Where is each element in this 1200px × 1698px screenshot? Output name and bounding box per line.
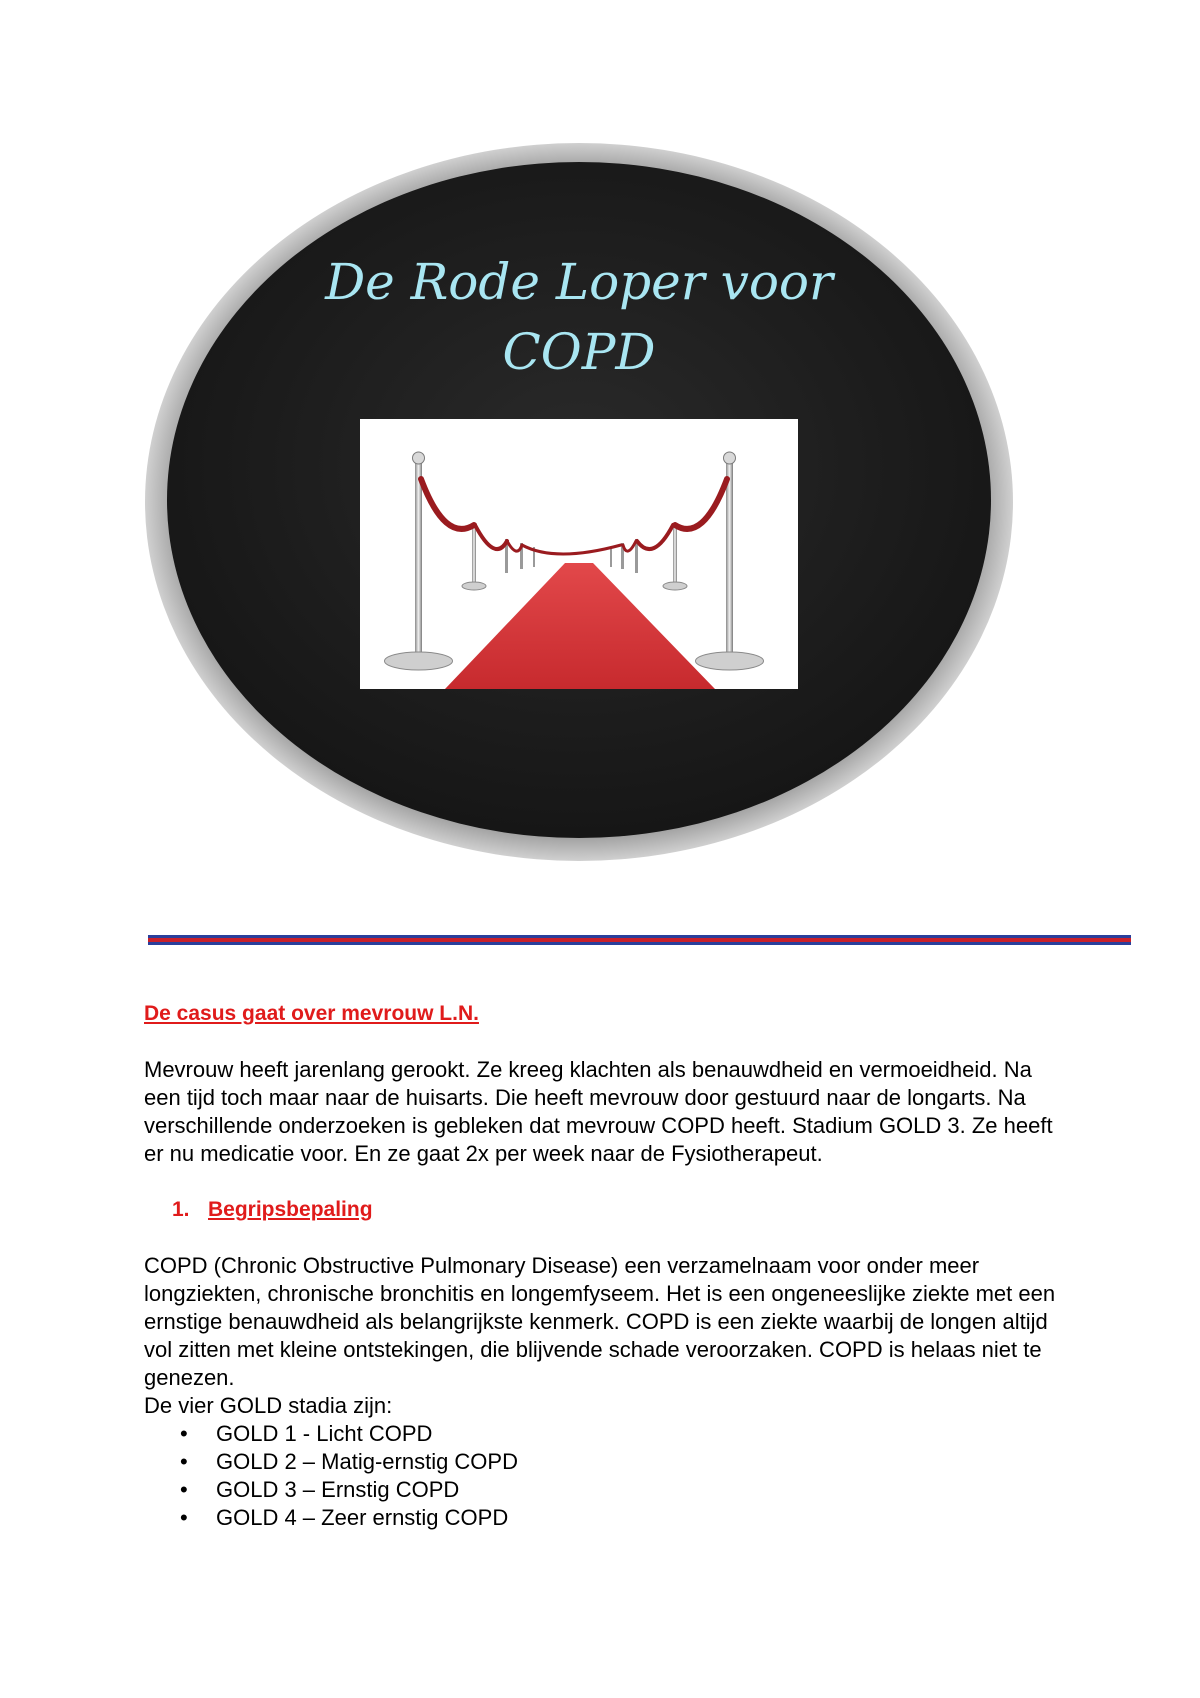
logo-title-line2: COPD xyxy=(502,323,656,381)
bullet-icon: • xyxy=(180,1449,188,1474)
list-item xyxy=(180,1448,1064,1476)
section-title: Begripsbepaling xyxy=(208,1198,373,1221)
stage-label: GOLD 2 – Matig-ernstig COPD xyxy=(216,1449,518,1474)
stages-intro: De vier GOLD stadia zijn: xyxy=(144,1393,393,1418)
section-heading xyxy=(144,1196,1064,1224)
list-item xyxy=(180,1504,1064,1532)
logo-emblem xyxy=(145,143,1013,861)
bullet-icon: • xyxy=(180,1421,188,1446)
logo-graphic xyxy=(145,143,1013,861)
red-carpet-image xyxy=(360,419,798,689)
stage-label: GOLD 3 – Ernstig COPD xyxy=(216,1477,460,1502)
gold-stages-list xyxy=(144,1420,1064,1532)
logo-title-line1: De Rode Loper voor xyxy=(325,253,833,311)
section-number: 1. xyxy=(172,1198,190,1221)
stage-label: GOLD 1 - Licht COPD xyxy=(216,1421,433,1446)
list-item xyxy=(180,1476,1064,1504)
stage-label: GOLD 4 – Zeer ernstig COPD xyxy=(216,1505,509,1530)
document-body xyxy=(144,1000,1064,1532)
list-item xyxy=(180,1420,1064,1448)
case-heading: De casus gaat over mevrouw L.N. xyxy=(144,1002,479,1025)
horizontal-divider xyxy=(148,935,1131,945)
bullet-icon: • xyxy=(180,1505,188,1530)
definition-paragraph: COPD (Chronic Obstructive Pulmonary Disease) een verzamelnaam voor onder meer longziekten, chronische bronchitis en longemfyseem. Het is een ongeneeslijke ziekte met een ernstige benauwdheid als belangrijkste kenmerk. COPD is een ziekte waarbij de longen altijd vol zitten met kleine ontstekingen, die blijvende schade veroorzaken. COPD is helaas niet te genezen. xyxy=(144,1253,1056,1390)
bullet-icon: • xyxy=(180,1477,188,1502)
case-paragraph: Mevrouw heeft jarenlang gerookt. Ze kreeg klachten als benauwdheid en vermoeidheid. Na een tijd toch maar naar de huisarts. Die heeft mevrouw door gestuurd naar de longarts. Na verschillende onderzoeken is gebleken dat mevrouw COPD heeft. Stadium GOLD 3. Ze heeft er nu medicatie voor. En ze gaat 2x per week naar de Fysiotherapeut. xyxy=(144,1057,1053,1166)
